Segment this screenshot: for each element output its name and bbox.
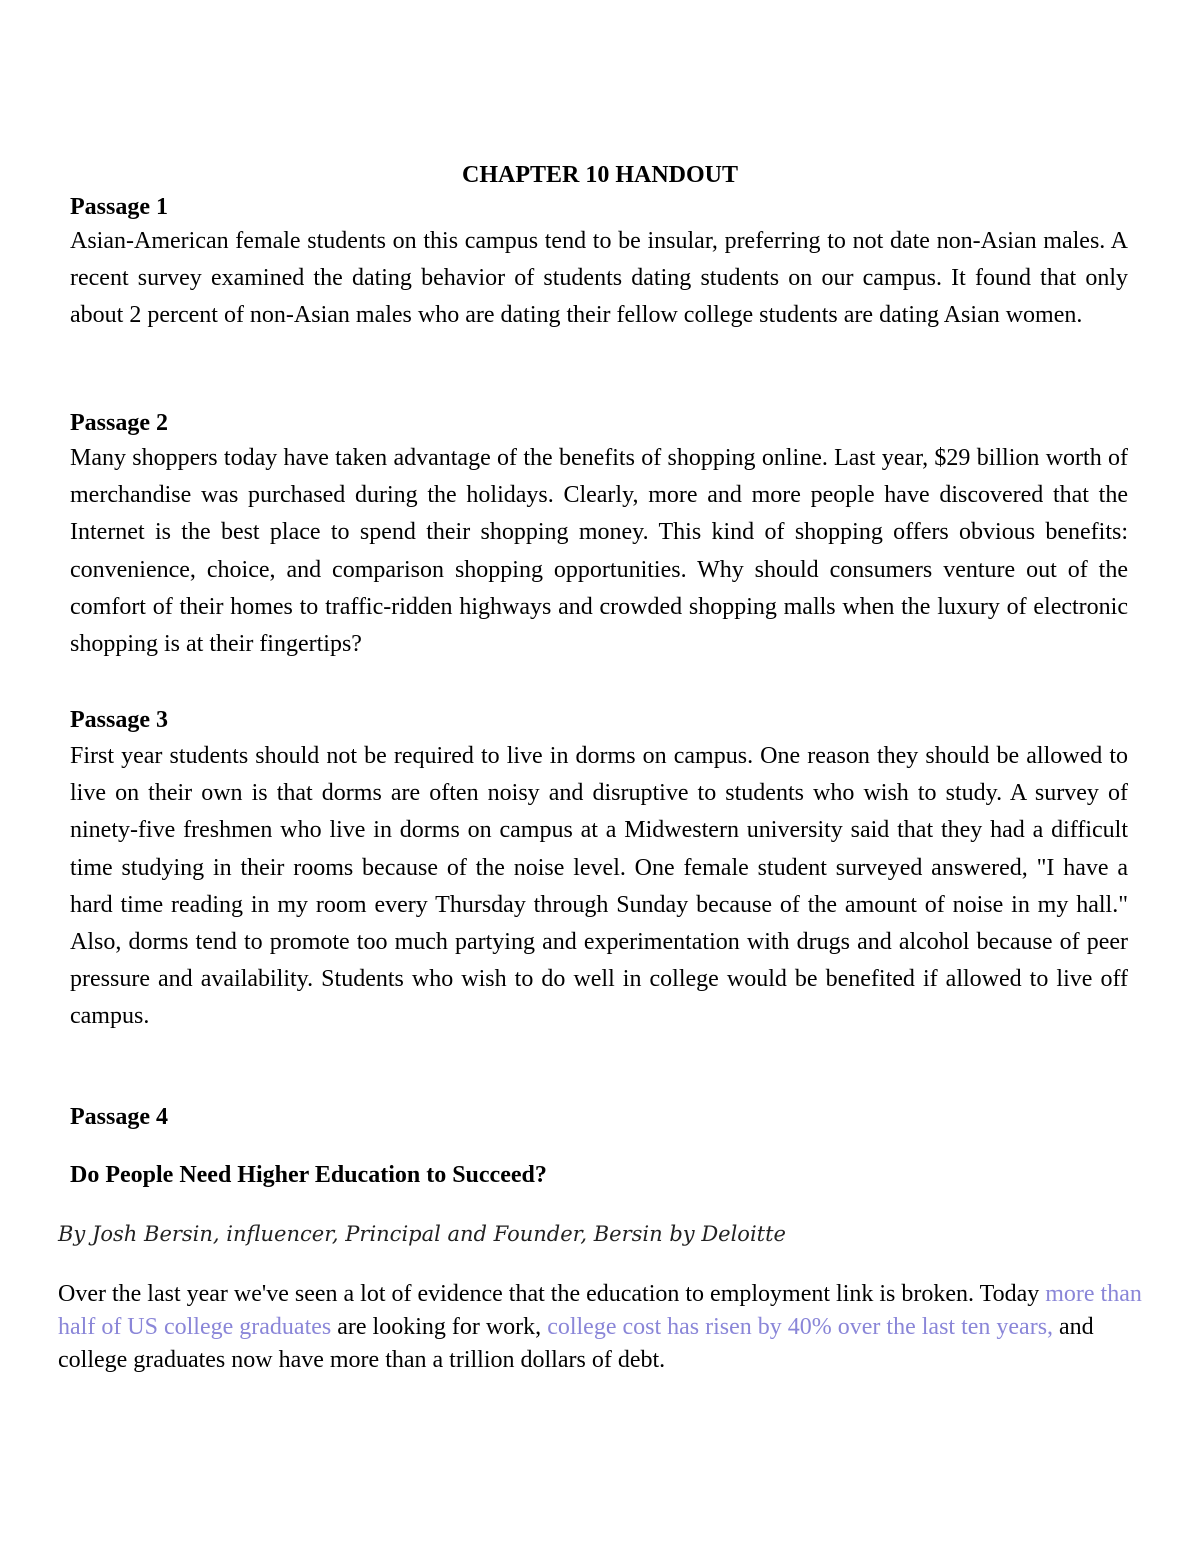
passage-4-text-part-3: and college graduates now have more than a trillion dollars of debt. xyxy=(58,1314,1094,1373)
passage-4-text xyxy=(58,1278,1144,1377)
passage-2-text: Many shoppers today have taken advantage of the benefits of shopping online. Last year, $29 billion worth of merchandise was purchased during the holidays. Clearly, more and more people have discovered that the Internet is the best place to spend their shopping money. This kind of shopping offers obvious benefits: convenience, choice, and comparison shopping opportunities. Why should consumers venture out of the comfort of their homes to traffic-ridden highways and crowded shopping malls when the luxury of electronic shopping is at their fingertips? xyxy=(70,445,1128,658)
passage-4-heading: Passage 4 xyxy=(70,1104,168,1130)
passage-3-heading: Passage 3 xyxy=(70,707,168,733)
article-title: Do People Need Higher Education to Succeed? xyxy=(70,1162,547,1188)
passage-4-text-part-2: are looking for work, xyxy=(331,1314,548,1340)
passage-1-text: Asian-American female students on this campus tend to be insular, preferring to not date non-Asian males. A recent survey examined the dating behavior of students dating students on our campus. It found that only about 2 percent of non-Asian males who are dating their fellow college students are dating Asian women. xyxy=(70,228,1128,329)
college-cost-link[interactable]: college cost has risen by 40% over the last ten years, xyxy=(547,1314,1054,1340)
passage-4-text-part-1: Over the last year we've seen a lot of evidence that the education to employment link is broken. Today xyxy=(58,1281,1046,1307)
article-byline: By Josh Bersin, influencer, Principal and Founder, Bersin by Deloitte xyxy=(58,1222,786,1246)
passage-3-text: First year students should not be required to live in dorms on campus. One reason they should be allowed to live on their own is that dorms are often noisy and disruptive to students who wish to study. A survey of ninety-five freshmen who live in dorms on campus at a Midwestern university said that they had a difficult time studying in their rooms because of the noise level. One female student surveyed answered, "I have a hard time reading in my room every Thursday through Sunday because of the amount of noise in my hall." Also, dorms tend to promote too much partying and experimentation with drugs and alcohol because of peer pressure and availability. Students who wish to do well in college would be benefited if allowed to live off campus. xyxy=(70,743,1128,1030)
page-title: CHAPTER 10 HANDOUT xyxy=(461,162,738,188)
graduates-link[interactable]: more than half of US college graduates xyxy=(58,1281,1142,1340)
passage-1-heading: Passage 1 xyxy=(70,194,168,220)
passage-2-heading: Passage 2 xyxy=(70,410,168,436)
